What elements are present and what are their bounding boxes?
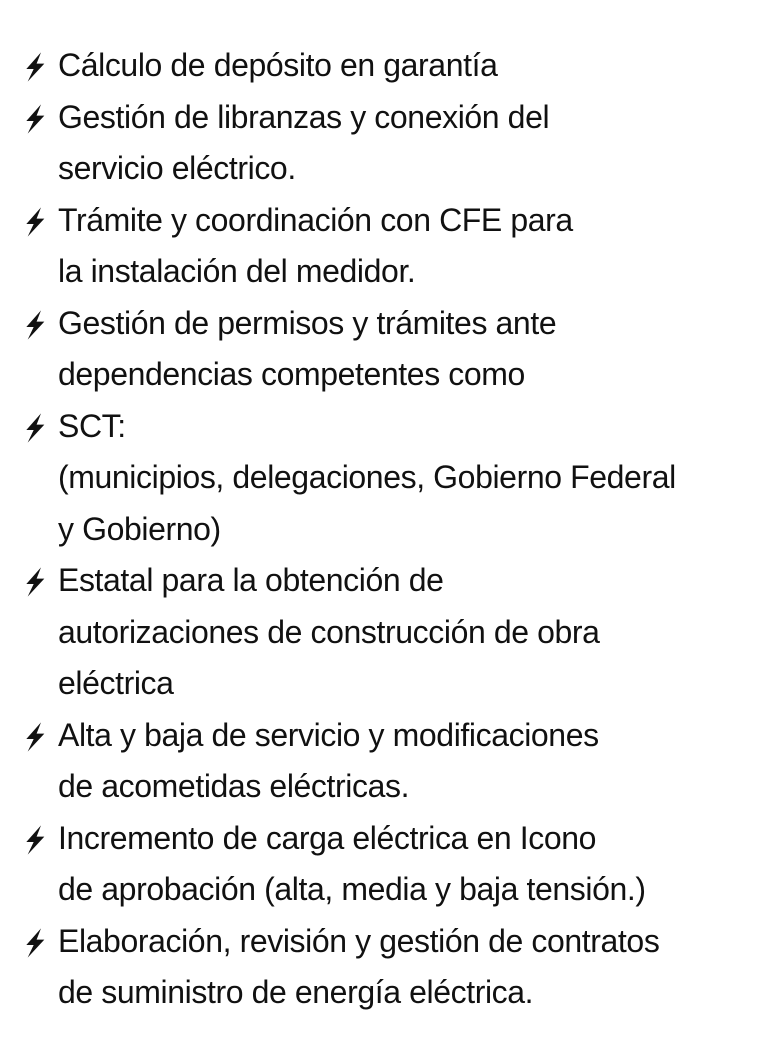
item-text: Trámite y coordinación con CFE para	[58, 201, 573, 238]
list-item	[0, 195, 777, 298]
lightning-bolt-icon	[19, 51, 51, 83]
item-text: Incremento de carga eléctrica en Icono	[58, 819, 597, 856]
lightning-bolt-icon	[19, 103, 51, 135]
item-text: de aprobación (alta, media y baja tensión.)	[58, 871, 646, 907]
lightning-bolt-icon	[19, 412, 51, 444]
item-text: de acometidas eléctricas.	[58, 768, 410, 804]
list-item	[0, 813, 777, 916]
lightning-bolt-icon	[19, 309, 51, 341]
services-list	[0, 40, 777, 1019]
lightning-bolt-icon	[19, 927, 51, 959]
item-text: servicio eléctrico.	[58, 150, 296, 186]
lightning-bolt-icon	[19, 721, 51, 753]
lightning-bolt-icon	[19, 206, 51, 238]
item-text: Cálculo de depósito en garantía	[58, 47, 498, 83]
item-text: la instalación del medidor.	[58, 253, 416, 289]
item-text: dependencias competentes como	[58, 356, 525, 392]
item-text: autorizaciones de construcción de obra	[58, 613, 600, 650]
list-item	[0, 92, 777, 195]
list-item	[0, 298, 777, 401]
item-text: Gestión de libranzas y conexión del	[58, 98, 550, 135]
item-text: Gestión de permisos y trámites ante	[58, 304, 557, 341]
item-text: (municipios, delegaciones, Gobierno Federal	[58, 459, 676, 495]
lightning-bolt-icon	[19, 824, 51, 856]
list-item	[0, 40, 777, 92]
lightning-bolt-icon	[19, 566, 51, 598]
list-item	[0, 916, 777, 1019]
list-item	[0, 555, 777, 710]
item-text: eléctrica	[58, 665, 174, 701]
item-text: SCT:	[58, 407, 126, 444]
item-text: y Gobierno)	[58, 510, 221, 547]
item-text: Estatal para la obtención de	[58, 562, 444, 598]
item-text: Alta y baja de servicio y modificaciones	[58, 716, 599, 753]
item-text: de suministro de energía eléctrica.	[58, 974, 534, 1010]
item-text: Elaboración, revisión y gestión de contratos	[58, 922, 660, 959]
list-item	[0, 710, 777, 813]
list-item	[0, 401, 777, 556]
